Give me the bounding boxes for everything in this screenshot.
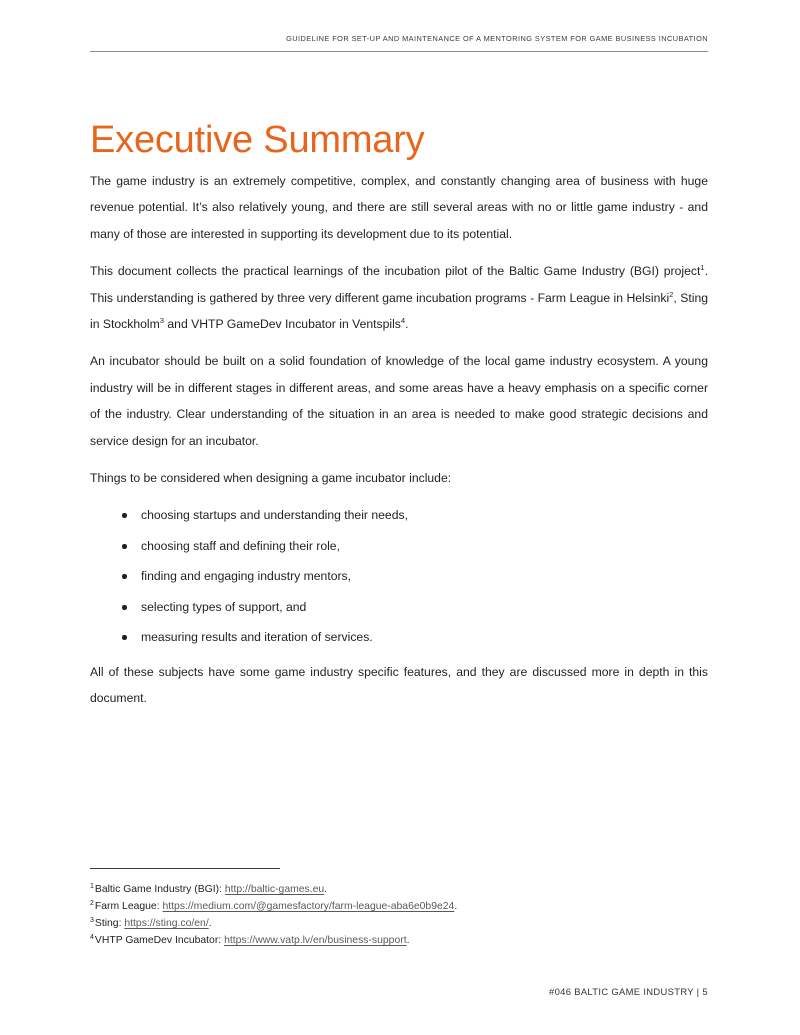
footnote-entry	[90, 898, 708, 915]
paragraph-text-segment: This document collects the practical learnings of the incubation pilot of the Baltic Game Industry (BGI) project	[90, 264, 701, 279]
footnote-tail: .	[454, 901, 458, 912]
document-body	[90, 168, 708, 723]
footnote-label: Sting:	[94, 918, 125, 929]
footnote-link[interactable]: https://sting.co/en/	[124, 918, 209, 929]
bullet-icon	[122, 513, 127, 518]
footnote-marker: 2	[90, 899, 94, 907]
paragraph-ecosystem: An incubator should be built on a solid foundation of knowledge of the local game industry ecosystem. A young industry will be in different stages in different areas, and some areas have a heavy emphasis on a specific corner of the industry. Clear understanding of the situation in an area is needed to make good strategic decisions and service design for an incubator.	[90, 354, 708, 448]
bullet-icon	[122, 605, 127, 610]
footnote-marker: 1	[90, 882, 94, 890]
bullet-icon	[122, 544, 127, 549]
footnote-link[interactable]: https://www.vatp.lv/en/business-support	[224, 935, 407, 946]
paragraph-list-lead-in: Things to be considered when designing a game incubator include:	[90, 471, 452, 486]
footnote-label: VHTP GameDev Incubator:	[94, 935, 225, 946]
list-item	[90, 502, 708, 529]
list-item-label: choosing startups and understanding their needs,	[141, 508, 408, 523]
header-divider	[90, 51, 708, 52]
footnote-ref-3[interactable]: 3	[159, 315, 165, 325]
list-item-label: finding and engaging industry mentors,	[141, 569, 352, 584]
footnote-ref-1[interactable]: 1	[700, 263, 705, 273]
list-item	[90, 594, 708, 621]
running-header-text: GUIDELINE FOR SET-UP AND MAINTENANCE OF A MENTORING SYSTEM FOR GAME BUSINESS INCUBATION	[286, 34, 708, 43]
footer-text: #046 BALTIC GAME INDUSTRY | 5	[549, 986, 708, 997]
footnote-tail: .	[208, 918, 212, 929]
paragraph-text-segment: .	[405, 317, 409, 332]
footnote-separator	[90, 868, 280, 869]
list-item	[90, 563, 708, 590]
paragraph-intro: The game industry is an extremely competitive, complex, and constantly changing area of business with huge revenue potential. It’s also relatively young, and there are still several areas with no or little game industry - and many of those are interested in supporting its development due to its potential.	[90, 174, 708, 241]
footnote-marker: 3	[90, 916, 94, 924]
considerations-list	[90, 502, 708, 651]
paragraph-closing: All of these subjects have some game industry specific features, and they are discussed more in depth in this document.	[90, 664, 708, 706]
footnote-marker: 4	[90, 933, 94, 941]
bullet-icon	[122, 574, 127, 579]
running-header	[90, 34, 708, 43]
paragraph-text-segment: and VHTP GameDev Incubator in Ventspils	[164, 317, 401, 332]
page-title: Executive Summary	[90, 119, 425, 162]
page-footer	[90, 982, 708, 1000]
footnote-link[interactable]: http://baltic-games.eu	[224, 884, 325, 895]
list-item	[90, 624, 708, 651]
list-item-label: choosing staff and defining their role,	[141, 538, 340, 553]
footnote-tail: .	[406, 935, 410, 946]
footnote-label: Baltic Game Industry (BGI):	[94, 884, 225, 895]
list-item	[90, 533, 708, 560]
footnotes-section	[90, 868, 708, 949]
paragraph-text-segment: . This understanding is gathered by three very different game incubation programs - Farm League in Helsinki	[90, 264, 708, 305]
footnote-link[interactable]: https://medium.com/@gamesfactory/farm-league-aba6e0b9e24	[162, 901, 455, 912]
footnote-ref-4[interactable]: 4	[400, 315, 406, 325]
paragraph-text-segment: , Sting in Stockholm	[90, 290, 708, 332]
footnote-entry	[90, 932, 708, 949]
list-item-label: measuring results and iteration of services.	[141, 630, 373, 645]
footnote-entry	[90, 881, 708, 898]
bullet-icon	[122, 635, 127, 640]
footnote-entry	[90, 915, 708, 932]
footnote-ref-2[interactable]: 2	[669, 289, 674, 299]
footnote-tail: .	[324, 884, 328, 895]
footnote-label: Farm League:	[94, 901, 163, 912]
paragraph-document-scope	[90, 258, 708, 337]
list-item-label: selecting types of support, and	[141, 599, 307, 614]
